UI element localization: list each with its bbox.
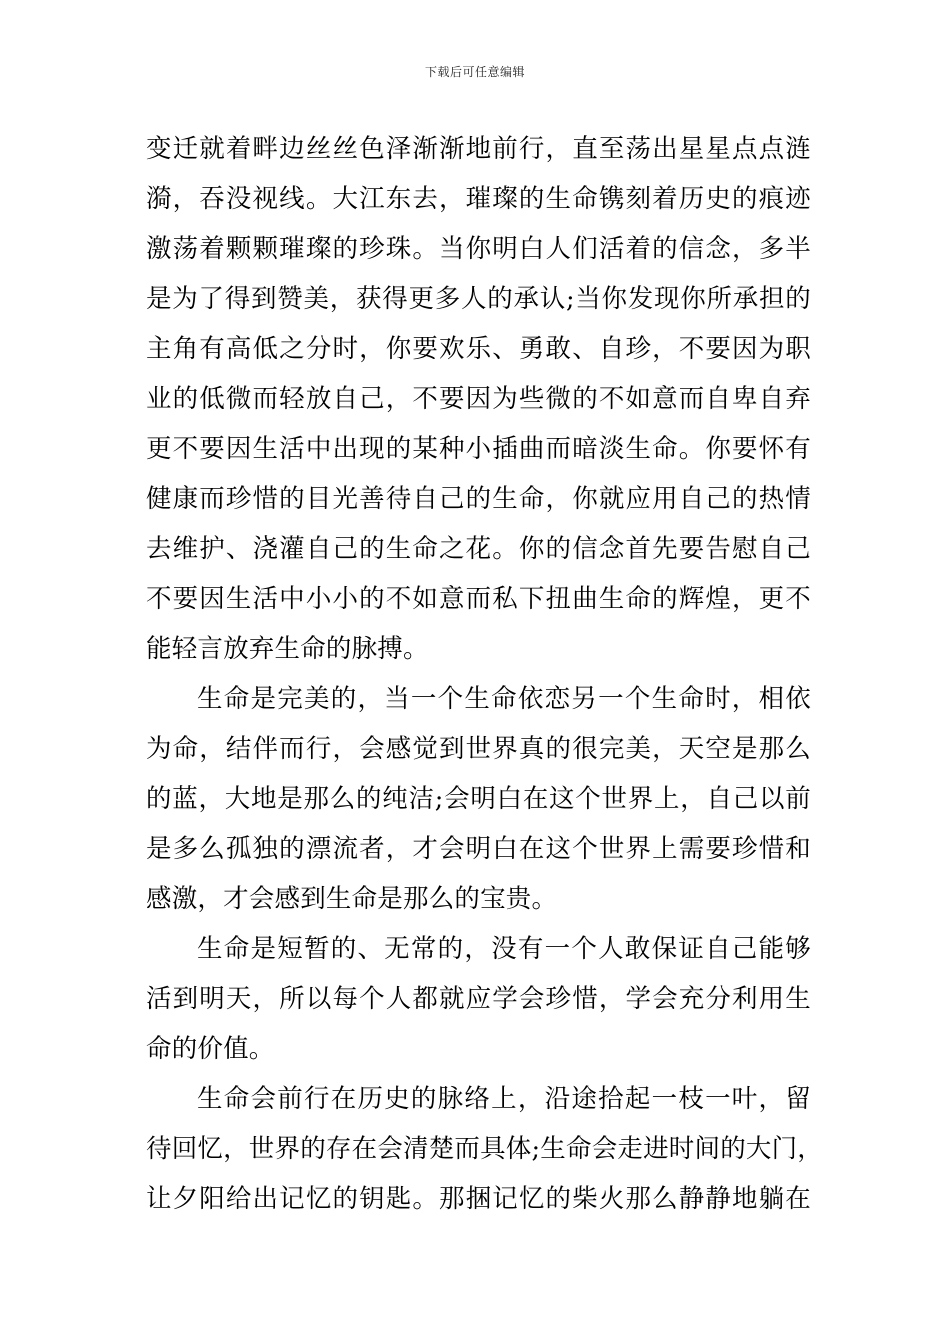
text-line: 活到明天，所以每个人都就应学会珍惜，学会充分利用生 (146, 984, 811, 1014)
text-line: 不要因生活中小小的不如意而私下扭曲生命的辉煌，更不 (146, 584, 811, 614)
text-line: 是为了得到赞美，获得更多人的承认;当你发现你所承担的 (146, 284, 811, 314)
text-line: 生命会前行在历史的脉络上，沿途拾起一枝一叶，留 (197, 1084, 811, 1114)
text-line: 让夕阳给出记忆的钥匙。那捆记忆的柴火那么静静地躺在 (146, 1184, 811, 1214)
text-line: 健康而珍惜的目光善待自己的生命，你就应用自己的热情 (146, 484, 811, 514)
body-text (146, 124, 823, 1224)
text-line: 命的价值。 (146, 1034, 275, 1064)
text-line: 为命，结伴而行，会感觉到世界真的很完美，天空是那么 (146, 734, 811, 764)
text-line: 的蓝，大地是那么的纯洁;会明白在这个世界上，自己以前 (146, 784, 811, 814)
text-line: 更不要因生活中出现的某种小插曲而暗淡生命。你要怀有 (146, 434, 811, 464)
text-line: 待回忆，世界的存在会清楚而具体;生命会走进时间的大门， (146, 1134, 823, 1164)
page-header: 下载后可任意编辑 (424, 65, 525, 79)
text-line: 去维护、浇灌自己的生命之花。你的信念首先要告慰自己 (146, 534, 811, 564)
text-line: 变迁就着畔边丝丝色泽渐渐地前行，直至荡出星星点点涟 (146, 134, 811, 164)
text-line: 激荡着颗颗璀璨的珍珠。当你明白人们活着的信念，多半 (146, 234, 811, 264)
text-line: 生命是完美的，当一个生命依恋另一个生命时，相依 (197, 684, 811, 714)
text-line: 是多么孤独的漂流者，才会明白在这个世界上需要珍惜和 (146, 834, 811, 864)
text-line: 漪，吞没视线。大江东去，璀璨的生命镌刻着历史的痕迹 (146, 184, 811, 214)
text-line: 生命是短暂的、无常的，没有一个人敢保证自己能够 (197, 934, 811, 964)
text-line: 主角有高低之分时，你要欢乐、勇敢、自珍，不要因为职 (146, 334, 811, 364)
text-line: 能轻言放弃生命的脉搏。 (146, 634, 429, 664)
text-line: 感激，才会感到生命是那么的宝贵。 (146, 884, 558, 914)
text-line: 业的低微而轻放自己，不要因为些微的不如意而自卑自弃 (146, 384, 811, 414)
